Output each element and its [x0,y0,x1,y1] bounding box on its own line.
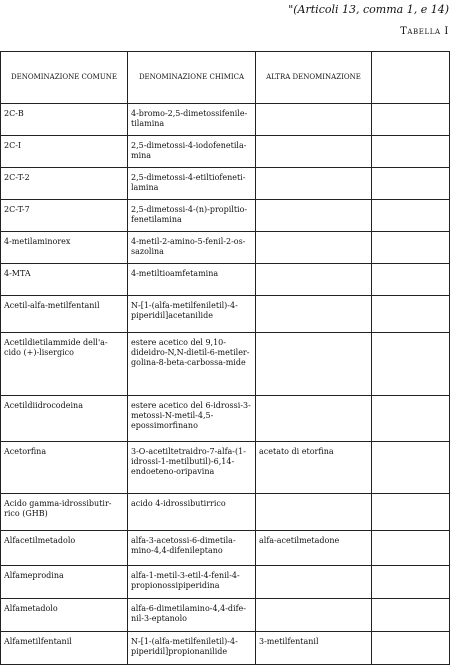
column-header-altra: ALTRA DENOMINAZIONE [256,52,372,104]
table-row [1,531,450,566]
cell-denominazione-comune: Acetil-alfa-metilfentanil [1,296,128,333]
column-header-empty [372,52,450,104]
column-header-chimica: DENOMINAZIONE CHIMICA [128,52,256,104]
cell-denominazione-comune: 2C-T-2 [1,168,128,200]
cell-empty [372,494,450,531]
cell-denominazione-comune: 4-metilaminorex [1,232,128,264]
cell-altra-denominazione [256,599,372,632]
table-row [1,296,450,333]
cell-altra-denominazione: 3-metilfentanil [256,632,372,665]
table-row [1,494,450,531]
table-header-row [1,52,450,104]
table-row [1,264,450,296]
cell-denominazione-comune: Alfametilfentanil [1,632,128,665]
cell-denominazione-comune: Alfacetilmetadolo [1,531,128,566]
cell-denominazione-chimica: 2,5-dimetossi-4-(n)-propiltio-fenetilamina [128,200,256,232]
cell-denominazione-comune: Acetildiidrocodeina [1,396,128,442]
table-row [1,200,450,232]
cell-denominazione-chimica: alfa-3-acetossi-6-dimetila-mino-4,4-difenileptano [128,531,256,566]
cell-denominazione-comune: 2C-T-7 [1,200,128,232]
table-row [1,566,450,599]
cell-denominazione-chimica: 2,5-dimetossi-4-iodofenetila-mina [128,136,256,168]
table-row [1,168,450,200]
cell-altra-denominazione [256,104,372,136]
table-row [1,442,450,494]
cell-empty [372,531,450,566]
table-row [1,104,450,136]
substances-table [0,51,450,665]
cell-altra-denominazione [256,333,372,396]
cell-empty [372,264,450,296]
cell-altra-denominazione [256,494,372,531]
table-title: Tabella I [400,26,449,37]
cell-denominazione-chimica: 3-O-acetiltetraidro-7-alfa-(1-idrossi-1-metilbutil)-6,14-endoeteno-oripavina [128,442,256,494]
cell-denominazione-chimica: 4-metiltioamfetamina [128,264,256,296]
cell-empty [372,104,450,136]
cell-altra-denominazione [256,264,372,296]
cell-denominazione-chimica: alfa-1-metil-3-etil-4-fenil-4-propionossipiperidina [128,566,256,599]
table-row [1,136,450,168]
cell-denominazione-chimica: 2,5-dimetossi-4-etiltiofeneti-lamina [128,168,256,200]
cell-empty [372,632,450,665]
column-header-comune: DENOMINAZIONE COMUNE [1,52,128,104]
cell-empty [372,200,450,232]
table-row [1,333,450,396]
cell-empty [372,296,450,333]
cell-empty [372,566,450,599]
cell-denominazione-comune: Acetildietilammide dell'a-cido (+)-lisergico [1,333,128,396]
cell-denominazione-chimica: N-[1-(alfa-metilfeniletil)-4-piperidil]propionanilide [128,632,256,665]
cell-denominazione-chimica: estere acetico del 6-idrossi-3-metossi-N-metil-4,5-epossimorfinano [128,396,256,442]
cell-empty [372,396,450,442]
cell-altra-denominazione [256,396,372,442]
cell-denominazione-comune: Alfametadolo [1,599,128,632]
cell-denominazione-comune: 2C-I [1,136,128,168]
cell-denominazione-chimica: N-[1-(alfa-metilfeniletil)-4-piperidil]acetanilide [128,296,256,333]
cell-empty [372,333,450,396]
cell-altra-denominazione [256,200,372,232]
table-row [1,599,450,632]
cell-altra-denominazione [256,296,372,333]
cell-denominazione-comune: 2C-B [1,104,128,136]
cell-denominazione-chimica: 4-metil-2-amino-5-fenil-2-os-sazolina [128,232,256,264]
cell-denominazione-comune: Acetorfina [1,442,128,494]
cell-empty [372,442,450,494]
cell-denominazione-comune: Acido gamma-idrossibutir-rico (GHB) [1,494,128,531]
cell-denominazione-comune: 4-MTA [1,264,128,296]
cell-denominazione-chimica: alfa-6-dimetilamino-4,4-dife-nil-3-eptanolo [128,599,256,632]
cell-altra-denominazione: acetato di etorfina [256,442,372,494]
table-row [1,232,450,264]
table-row [1,632,450,665]
cell-denominazione-chimica: acido 4-idrossibutirrico [128,494,256,531]
cell-empty [372,599,450,632]
cell-denominazione-chimica: estere acetico del 9,10-dideidro-N,N-dietil-6-metiler-golina-8-beta-carbossa-mide [128,333,256,396]
cell-empty [372,136,450,168]
cell-denominazione-comune: Alfameprodina [1,566,128,599]
cell-empty [372,232,450,264]
cell-altra-denominazione [256,232,372,264]
article-reference: "(Articoli 13, comma 1, e 14) [288,3,449,16]
cell-empty [372,168,450,200]
table-row [1,396,450,442]
cell-altra-denominazione [256,566,372,599]
cell-altra-denominazione [256,168,372,200]
cell-altra-denominazione [256,136,372,168]
cell-altra-denominazione: alfa-acetilmetadone [256,531,372,566]
cell-denominazione-chimica: 4-bromo-2,5-dimetossifenile-tilamina [128,104,256,136]
